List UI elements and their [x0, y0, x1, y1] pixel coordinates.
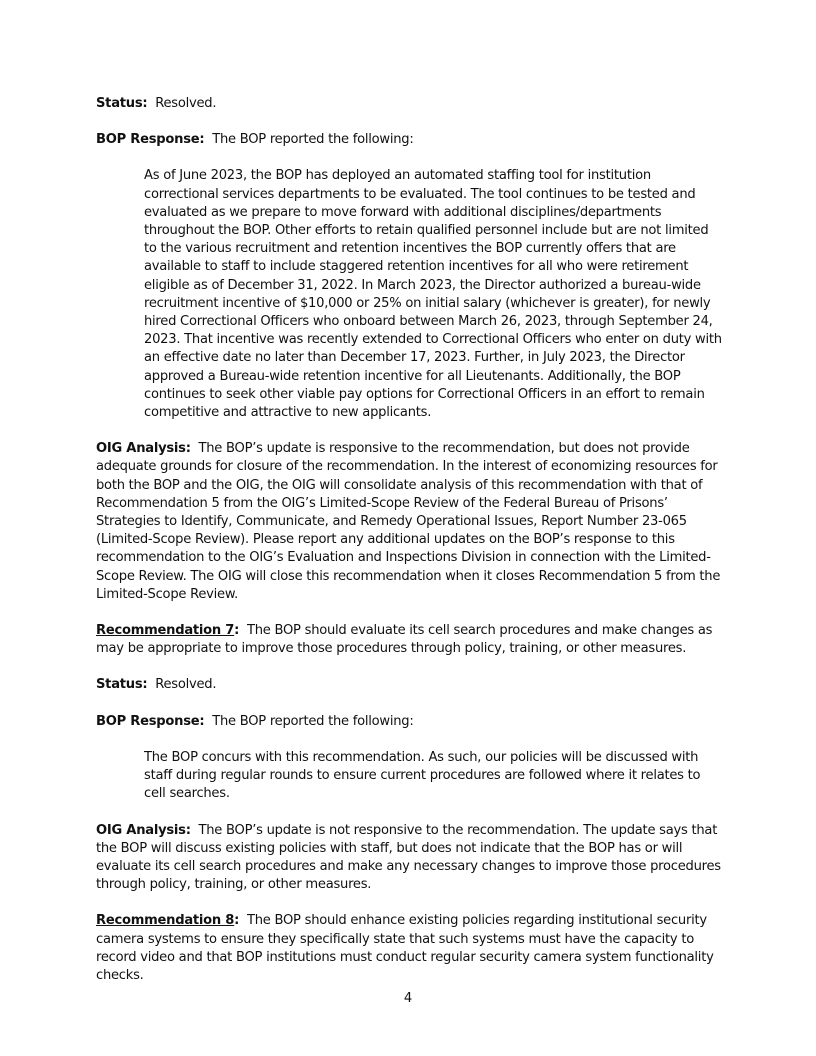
recommendation-7-colon: : [234, 623, 240, 639]
bop-response-quote-2: The BOP concurs with this recommendation. As such, our policies will be discussed with staff during regular rounds to ensure current procedures are followed where it relates to cell searches. [144, 749, 701, 802]
recommendation-8-paragraph [96, 912, 722, 985]
bop-response-intro: The BOP reported the following: [212, 713, 414, 729]
status-value: Resolved. [155, 96, 217, 111]
status-value: Resolved. [155, 677, 217, 693]
bop-response-paragraph-2 [96, 713, 722, 731]
recommendation-8-colon: : [234, 913, 240, 929]
bop-response-paragraph-1 [96, 131, 722, 149]
page-number: 4 [403, 991, 413, 1006]
status-paragraph-2 [96, 676, 722, 694]
bop-response-intro: The BOP reported the following: [212, 132, 414, 148]
oig-analysis-text: The BOP’s update is not responsive to the recommendation. The update says that the BOP will discuss existing policies with staff, but does not indicate that the BOP has or will evaluate its cell search procedures and make any necessary changes to improve those procedures through policy, training, or other measures. [96, 822, 721, 893]
status-label: Status: [96, 96, 148, 111]
recommendation-7-paragraph [96, 622, 722, 658]
recommendation-8-heading: Recommendation 8 [96, 913, 235, 929]
status-label: Status: [96, 677, 148, 693]
bop-response-quote-1: As of June 2023, the BOP has deployed an automated staffing tool for institution correctional services departments to be evaluated. The tool continues to be tested and evaluated as we prepare to move forward with additional disciplines/departments throughout the BOP. Other efforts to retain qualified personnel include but are not limited to the various recruitment and retention incentives the BOP currently offers that are available to staff to include staggered retention incentives for all who were retirement eligible as of December 31, 2022. In March 2023, the Director authorized a bureau-wide recruitment incentive of $10,000 or 25% on initial salary (whichever is greater), for newly hired Correctional Officers who onboard between March 26, 2023, through September 24, 2023. That incentive was recently extended to Correctional Officers who enter on duty with an effective date no later than December 17, 2023. Further, in July 2023, the Director approved a Bureau-wide retention incentive for all Lieutenants. Additionally, the BOP continues to seek other viable pay options for Correctional Officers in an effort to remain competitive and attractive to new applicants. [144, 168, 722, 421]
oig-analysis-text: The BOP’s update is responsive to the recommendation, but does not provide adequate grounds for closure of the recommendation. In the interest of economizing resources for both the BOP and the OIG, the OIG will consolidate analysis of this recommendation with that of Recommendation 5 from the OIG’s Limited-Scope Review of the Federal Bureau of Prisons’ Strategies to Identify, Communicate, and Remedy Operational Issues, Report Number 23-065 (Limited-Scope Review). Please report any additional updates on the BOP’s response to this recommendation to the OIG’s Evaluation and Inspections Division in connection with the Limited-Scope Review. The OIG will close this recommendation when it closes Recommendation 5 from the Limited-Scope Review. [96, 441, 721, 602]
recommendation-7-heading: Recommendation 7 [96, 623, 235, 639]
oig-analysis-paragraph-2 [96, 822, 722, 895]
recommendation-8-text: The BOP should enhance existing policies regarding institutional security camera systems to ensure they specifically state that such systems must have the capacity to record video and that BOP institutions must conduct regular security camera system functionality checks. [96, 913, 714, 983]
oig-analysis-label: OIG Analysis: [96, 822, 191, 838]
recommendation-7-text: The BOP should evaluate its cell search procedures and make changes as may be appropriate to improve those procedures through policy, training, or other measures. [96, 623, 713, 657]
oig-analysis-label: OIG Analysis: [96, 441, 191, 457]
oig-analysis-paragraph-1 [96, 440, 722, 604]
bop-response-label: BOP Response: [96, 132, 205, 148]
document-body [96, 95, 722, 1003]
bop-response-label: BOP Response: [96, 713, 205, 729]
status-paragraph-1 [96, 95, 722, 113]
